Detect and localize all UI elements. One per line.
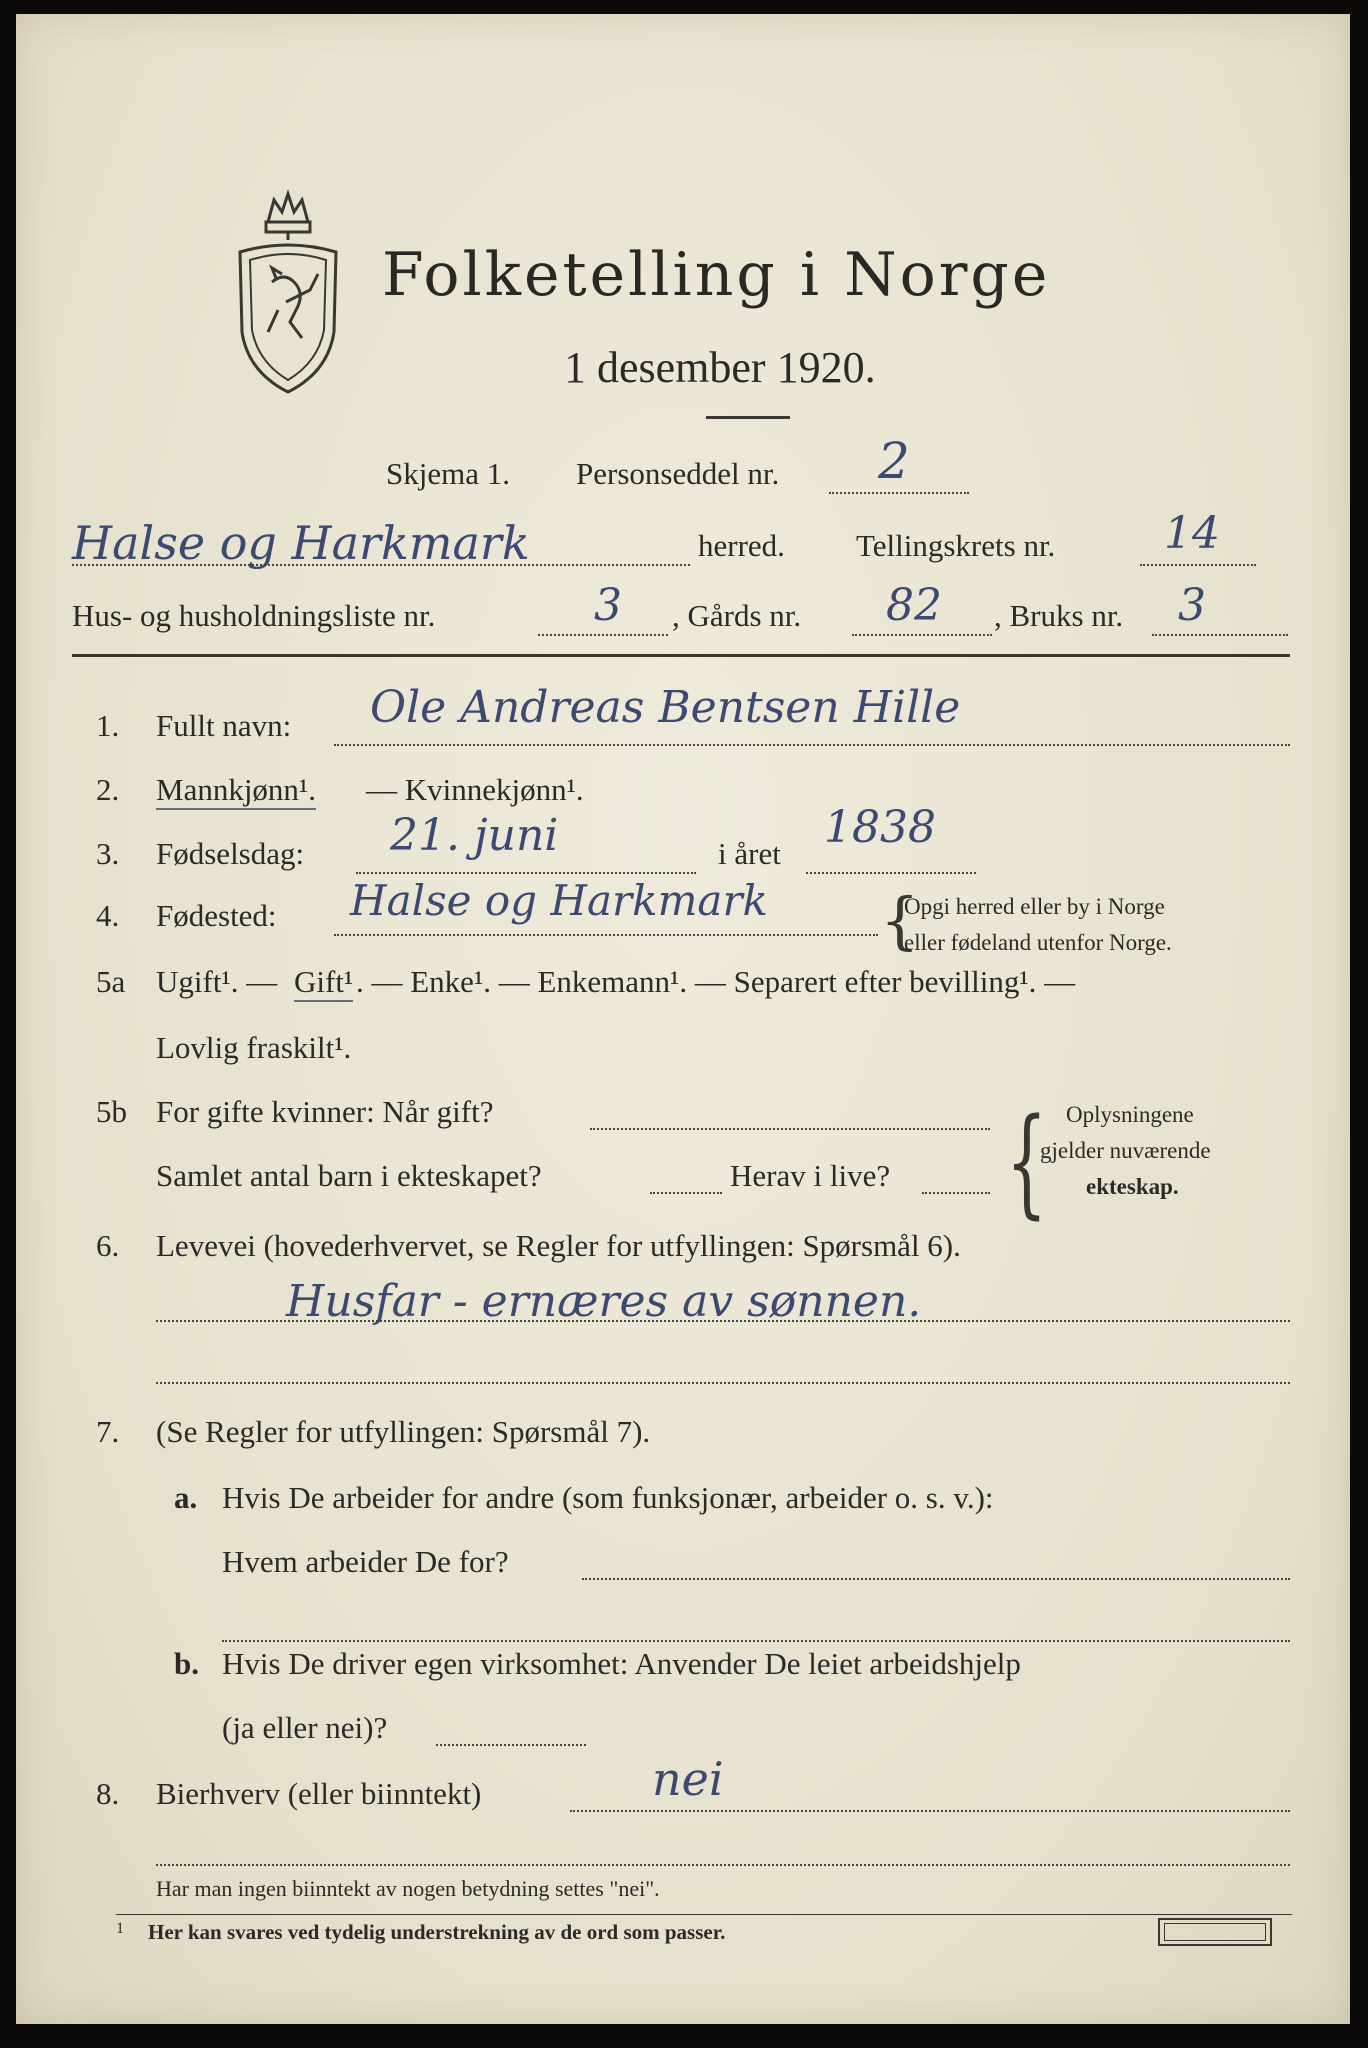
q3-label: Fødselsdag:	[156, 836, 305, 871]
q5b-note-2: gjelder nuværende	[1040, 1138, 1211, 1163]
q4-number: 4.	[96, 898, 120, 933]
gards-value: 82	[886, 580, 942, 631]
herred-value: Halse og Harkmark	[72, 516, 530, 570]
full-name-value: Ole Andreas Bentsen Hille	[370, 682, 961, 733]
q3-year-line	[806, 872, 976, 874]
status-ugift-option: Ugift¹. —	[156, 964, 278, 999]
q5b-note-3: ekteskap.	[1086, 1174, 1179, 1199]
q5b-line-2b: Herav i live?	[730, 1158, 891, 1193]
q7b-line-2-dots	[436, 1744, 586, 1746]
gender-female-option: — Kvinnekjønn¹.	[366, 772, 584, 807]
herred-label: herred.	[698, 528, 785, 563]
q8-number: 8.	[96, 1776, 120, 1811]
q6-line-2	[156, 1382, 1290, 1384]
tellingskrets-label: Tellingskrets nr.	[856, 528, 1056, 563]
q7-label: (Se Regler for utfyllingen: Spørsmål 7).	[156, 1414, 651, 1449]
q3-number: 3.	[96, 836, 120, 871]
husliste-line	[538, 634, 668, 636]
bruks-value: 3	[1178, 580, 1206, 631]
q4-note-2: eller fødeland utenfor Norge.	[904, 930, 1172, 955]
q5b-number: 5b	[96, 1094, 127, 1129]
tellingskrets-value: 14	[1164, 508, 1220, 559]
birth-year-value: 1838	[824, 802, 936, 853]
q7-number: 7.	[96, 1414, 120, 1449]
q4-note-1: Opgi herred eller by i Norge	[904, 894, 1165, 919]
gender-male-option: Mannkjønn¹.	[156, 772, 316, 810]
personseddel-value: 2	[878, 432, 910, 490]
gards-label: , Gårds nr.	[672, 598, 802, 633]
herred-line	[72, 564, 690, 566]
footnote-mark: 1	[116, 1920, 124, 1937]
bruks-label: , Bruks nr.	[994, 598, 1124, 633]
q4-line	[334, 934, 878, 936]
form-date: 1 desember 1920.	[564, 343, 876, 392]
bruks-line	[1152, 634, 1288, 636]
footer-note: Har man ingen biinntekt av nogen betydning settes "nei".	[156, 1876, 660, 1901]
q5a-number: 5a	[96, 964, 126, 999]
husliste-value: 3	[594, 580, 622, 631]
q6-number: 6.	[96, 1228, 120, 1263]
q5b-line-1-dots	[590, 1128, 990, 1130]
q7a-line-1: Hvis De arbeider for andre (som funksjonær, arbeider o. s. v.):	[222, 1480, 994, 1515]
husliste-label: Hus- og husholdningsliste nr.	[72, 598, 436, 633]
occupation-value: Husfar - ernæres av sønnen.	[286, 1276, 922, 1327]
side-income-value: nei	[652, 1752, 724, 1806]
q3-day-line	[356, 872, 696, 874]
q6-label: Levevei (hovederhvervet, se Regler for utfyllingen: Spørsmål 6).	[156, 1228, 961, 1263]
q7b-line-1: Hvis De driver egen virksomhet: Anvender De leiet arbeidshjelp	[222, 1646, 1021, 1681]
q3-year-label: i året	[718, 836, 781, 871]
footer-divider	[116, 1914, 1292, 1915]
q1-line	[334, 744, 1290, 746]
personseddel-line	[829, 492, 969, 494]
q8-line	[570, 1810, 1290, 1812]
q8-line-2	[156, 1864, 1290, 1866]
status-gift-option: Gift¹	[294, 964, 353, 1002]
q2-number: 2.	[96, 772, 120, 807]
q5b-line-1: For gifte kvinner: Når gift?	[156, 1094, 494, 1129]
printer-stamp-icon	[1158, 1918, 1272, 1946]
q7a-letter: a.	[174, 1480, 198, 1515]
q4-brace: {	[880, 884, 920, 957]
q5b-line-2b-dots	[922, 1192, 990, 1194]
q5b-note-1: Oplysningene	[1066, 1102, 1194, 1127]
norwegian-coat-of-arms-icon	[228, 182, 348, 402]
census-form	[16, 14, 1350, 2024]
header-divider	[72, 654, 1290, 657]
q6-line-1	[156, 1320, 1290, 1322]
form-title: Folketelling i Norge	[382, 240, 1051, 310]
tellingskrets-line	[1140, 564, 1256, 566]
q5b-line-2a: Samlet antal barn i ekteskapet?	[156, 1158, 542, 1193]
footnote-text: Her kan svares ved tydelig understrekning av de ord som passer.	[148, 1920, 726, 1944]
q7b-letter: b.	[174, 1646, 199, 1681]
status-other-options: . — Enke¹. — Enkemann¹. — Separert efter bevilling¹. —	[356, 964, 1076, 999]
personseddel-label: Personseddel nr.	[576, 456, 780, 491]
q4-label: Fødested:	[156, 898, 277, 933]
title-divider	[706, 416, 790, 419]
status-fraskilt-option: Lovlig fraskilt¹.	[156, 1030, 352, 1065]
q7a-line-2: Hvem arbeider De for?	[222, 1544, 509, 1579]
q8-label: Bierhverv (eller biinntekt)	[156, 1776, 482, 1811]
q1-label: Fullt navn:	[156, 708, 292, 743]
q7a-line-2-dots	[582, 1578, 1290, 1580]
skjema-label: Skjema 1.	[386, 456, 510, 491]
q7a-line-3-dots	[222, 1640, 1290, 1642]
q1-number: 1.	[96, 708, 120, 743]
q7b-line-2: (ja eller nei)?	[222, 1710, 388, 1745]
q5b-brace: {	[1006, 1092, 1048, 1230]
birthday-value: 21. juni	[390, 810, 559, 861]
birthplace-value: Halse og Harkmark	[350, 876, 768, 925]
q5b-line-2a-dots	[650, 1192, 722, 1194]
gards-line	[852, 634, 992, 636]
